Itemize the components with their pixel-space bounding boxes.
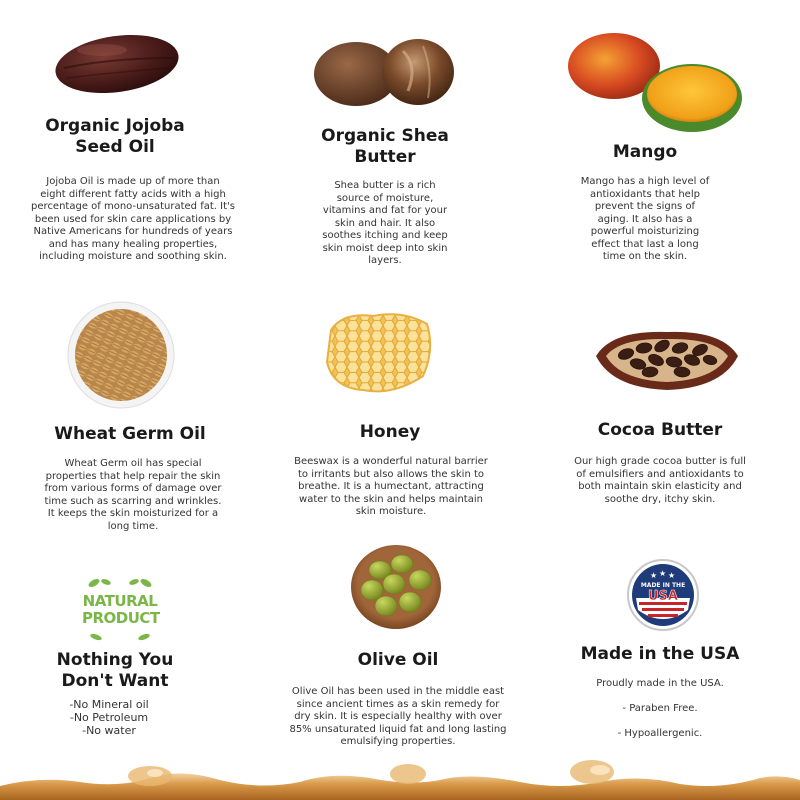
feature-title: Wheat Germ Oil xyxy=(54,424,206,444)
feature-title: Cocoa Butter xyxy=(597,420,723,440)
leaf-icon xyxy=(82,577,158,589)
feature-description: Wheat Germ oil has special properties that help repair the skin from various forms of damage over time such as scarring and wrinkles. It keeps the skin moisturized for a long time. xyxy=(44,458,222,532)
olives-bowl-icon xyxy=(350,544,442,630)
svg-text:★: ★ xyxy=(668,571,676,580)
feature-shea xyxy=(285,126,485,168)
made-in-usa-seal xyxy=(626,558,700,632)
feature-mango xyxy=(565,142,725,163)
feature-made-in-usa xyxy=(570,644,750,665)
feature-wheat-germ-desc xyxy=(8,458,258,533)
feature-olive-oil-desc xyxy=(278,686,518,749)
cocoa-beans-pod-icon xyxy=(592,326,742,396)
leaf-icon xyxy=(82,632,158,642)
feature-title: Made in the USA xyxy=(580,644,740,664)
feature-description: Jojoba Oil is made up of more than eight different fatty acids with a high percentage of mono-unsaturated fat. It's been used for skin care applications by Native Americans for hundreds of years and has many healing properties, including moisture and soothing skin. xyxy=(31,176,235,262)
feature-jojoba xyxy=(15,116,215,158)
feature-made-in-usa-desc xyxy=(570,678,750,741)
feature-mango-desc xyxy=(565,176,725,264)
shea-nut-icon xyxy=(308,36,458,108)
mango-icon xyxy=(564,30,744,134)
feature-description: Proudly made in the USA. - Paraben Free. - Hypoallergenic. xyxy=(596,678,724,739)
feature-jojoba-desc xyxy=(0,176,266,264)
feature-description: Olive Oil has been used in the middle east since ancient times as a skin remedy for dry skin. It is especially healthy with over 85% unsaturated liquid fat and long lasting emulsifying properties. xyxy=(289,686,507,747)
badge-natural-text: NATURAL xyxy=(82,592,158,610)
feature-wheat-germ xyxy=(20,424,240,445)
feature-olive-oil xyxy=(300,650,496,671)
oil-splash-footer xyxy=(0,752,800,800)
cocoa-pod-icon xyxy=(52,28,182,98)
feature-honey-desc xyxy=(278,456,504,519)
wheat-grain-bowl-icon xyxy=(66,300,176,410)
usa-seal-text-main: USA xyxy=(648,589,678,604)
usa-seal-text-top: MADE IN THE xyxy=(640,582,686,589)
svg-text:★: ★ xyxy=(659,569,667,578)
badge-product-text: PRODUCT xyxy=(82,609,160,627)
honeycomb-icon xyxy=(323,310,435,396)
feature-title: Nothing You Don't Want xyxy=(56,650,174,691)
feature-nothing-desc xyxy=(44,698,174,737)
feature-description: Beeswax is a wonderful natural barrier to irritants but also allows the skin to breathe. It is a humectant, attracting water to the skin and helps maintain skin moisture. xyxy=(294,456,488,517)
natural-product-badge xyxy=(82,574,158,640)
feature-honey xyxy=(300,422,480,443)
feature-title: Honey xyxy=(359,422,421,442)
feature-title: Organic Shea Butter xyxy=(321,126,449,167)
feature-title: Mango xyxy=(612,142,678,162)
feature-title: Organic Jojoba Seed Oil xyxy=(45,116,185,157)
feature-description: Our high grade cocoa butter is full of emulsifiers and antioxidants to both maintain skin elasticity and soothe dry, itchy skin. xyxy=(574,456,746,505)
feature-nothing-you-dont-want xyxy=(25,650,205,692)
feature-shea-desc xyxy=(305,180,465,268)
feature-description: Shea butter is a rich source of moisture, vitamins and fat for your skin and hair. It also soothes itching and keep skin moist deep into skin layers. xyxy=(322,180,448,266)
feature-cocoa-butter xyxy=(565,420,755,441)
feature-cocoa-butter-desc xyxy=(545,456,775,506)
svg-text:★: ★ xyxy=(650,571,658,580)
feature-title: Olive Oil xyxy=(357,650,439,670)
feature-description: Mango has a high level of antioxidants that help prevent the signs of aging. It also has a powerful moisturizing effect that last a long time on the skin. xyxy=(580,176,710,262)
feature-description: -No Mineral oil -No Petroleum -No water xyxy=(69,698,149,737)
